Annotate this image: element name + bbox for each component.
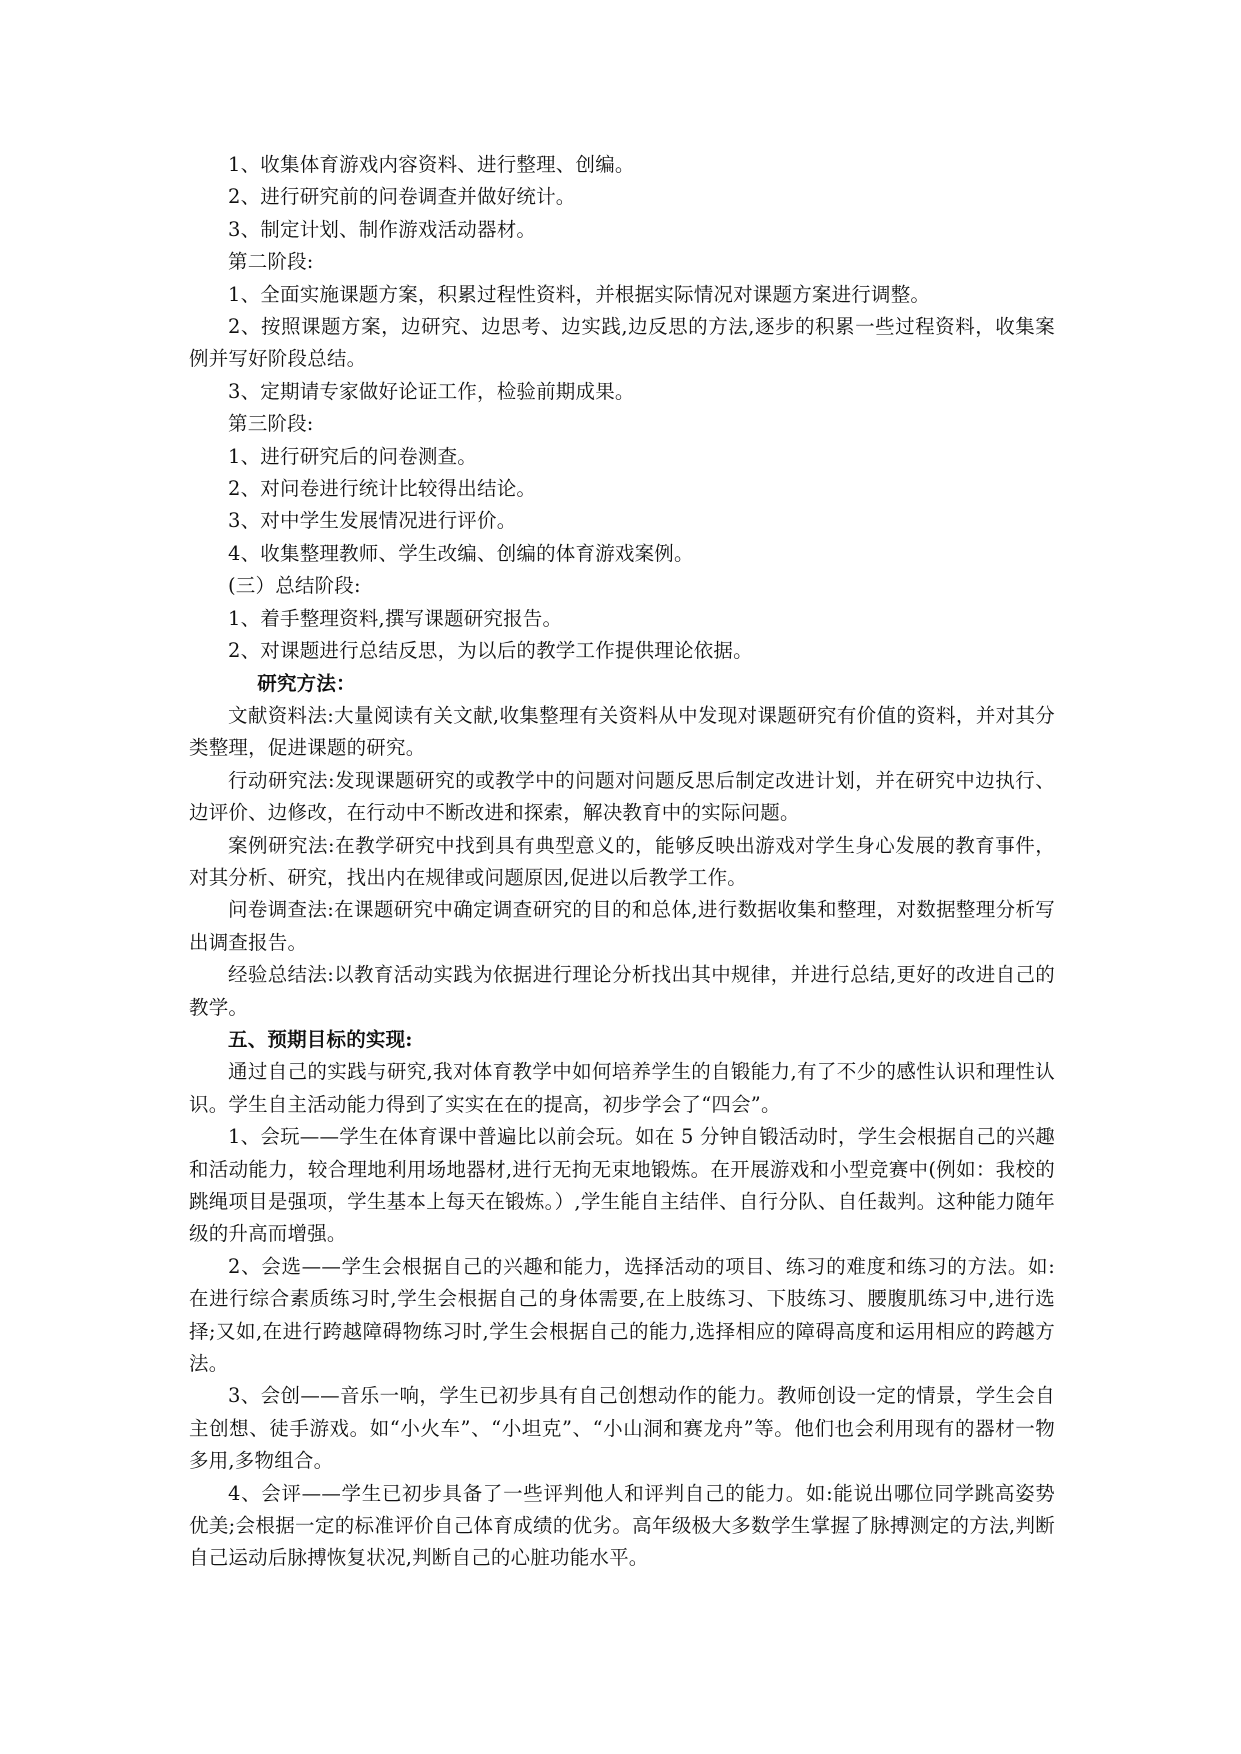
- method-experience-summary: 经验总结法:以教育活动实践为依据进行理论分析找出其中规律，并进行总结,更好的改进自己的教学。: [189, 963, 1055, 1019]
- stage3-heading: 第三阶段:: [228, 412, 314, 436]
- goal-choose: 2、会选——学生会根据自己的兴趣和能力，选择活动的项目、练习的难度和练习的方法。如:在进行综合素质练习时,学生会根据自己的身体需要,在上肢练习、下肢练习、腰腹肌练习中,进行选择;又如,在进行跨越障碍物练习时,学生会根据自己的能力,选择相应的障碍高度和运用相应的跨越方法。: [189, 1254, 1055, 1376]
- stage3-item-2: 2、对问卷进行统计比较得出结论。: [228, 477, 537, 501]
- section-5-heading: 五、预期目标的实现:: [228, 1027, 413, 1051]
- goal-evaluate: 4、会评——学生已初步具备了一些评判他人和评判自己的能力。如:能说出哪位同学跳高姿势优美;会根据一定的标准评价自己体育成绩的优劣。高年级极大多数学生掌握了脉搏测定的方法,判断自己运动后脉搏恢复状况,判断自己的心脏功能水平。: [189, 1481, 1055, 1570]
- stage2-item-3: 3、定期请专家做好论证工作，检验前期成果。: [228, 379, 635, 403]
- document-page: [189, 149, 1055, 1575]
- stage1-item-2: 2、进行研究前的问卷调查并做好统计。: [228, 185, 576, 209]
- method-case-study: 案例研究法:在教学研究中找到具有典型意义的，能够反映出游戏对学生身心发展的教育事件，对其分析、研究，找出内在规律或问题原因,促进以后教学工作。: [189, 833, 1055, 889]
- stage1-item-1: 1、收集体育游戏内容资料、进行整理、创编。: [228, 153, 635, 176]
- summary-stage-heading: (三）总结阶段:: [228, 574, 361, 598]
- method-action-research: 行动研究法:发现课题研究的或教学中的问题对问题反思后制定改进计划，并在研究中边执行、边评价、边修改，在行动中不断改进和探索，解决教育中的实际问题。: [189, 768, 1055, 825]
- stage2-item-2: 2、按照课题方案，边研究、边思考、边实践,边反思的方法,逐步的积累一些过程资料，收集案例并写好阶段总结。: [189, 315, 1055, 371]
- goal-create: 3、会创——音乐一响，学生已初步具有自己创想动作的能力。教师创设一定的情景，学生会自主创想、徒手游戏。如“小火车”、“小坦克”、“小山洞和赛龙舟”等。他们也会利用现有的器材一物多用,多物组合。: [189, 1384, 1055, 1473]
- method-questionnaire: 问卷调查法:在课题研究中确定调查研究的目的和总体,进行数据收集和整理，对数据整理分析写出调查报告。: [189, 898, 1055, 954]
- stage3-item-3: 3、对中学生发展情况进行评价。: [228, 509, 517, 533]
- stage2-item-1: 1、全面实施课题方案，积累过程性资料，并根据实际情况对课题方案进行调整。: [228, 282, 931, 306]
- goals-intro: 通过自己的实践与研究,我对体育教学中如何培养学生的自锻能力,有了不少的感性认识和理性认识。学生自主活动能力得到了实实在在的提高，初步学会了“四会”。: [189, 1060, 1055, 1116]
- stage3-item-4: 4、收集整理教师、学生改编、创编的体育游戏案例。: [228, 541, 694, 565]
- summary-item-1: 1、着手整理资料,撰写课题研究报告。: [228, 606, 563, 630]
- stage3-item-1: 1、进行研究后的问卷测查。: [228, 444, 478, 468]
- summary-item-2: 2、对课题进行总结反思，为以后的教学工作提供理论依据。: [228, 639, 753, 663]
- method-literature: 文献资料法:大量阅读有关文献,收集整理有关资料从中发现对课题研究有价值的资料，并对其分类整理，促进课题的研究。: [189, 703, 1055, 760]
- stage1-item-3: 3、制定计划、制作游戏活动器材。: [228, 217, 537, 241]
- research-methods-heading: 研究方法：: [257, 671, 356, 695]
- stage2-heading: 第二阶段:: [228, 250, 314, 274]
- goal-play: 1、会玩——学生在体育课中普遍比以前会玩。如在 5 分钟自锻活动时，学生会根据自己的兴趣和活动能力，较合理地利用场地器材,进行无拘无束地锻炼。在开展游戏和小型竞赛中(例如：我校的跳绳项目是强项，学生基本上每天在锻炼。）,学生能自主结伴、自行分队、自任裁判。这种能力随年级的升高而增强。: [189, 1125, 1055, 1246]
